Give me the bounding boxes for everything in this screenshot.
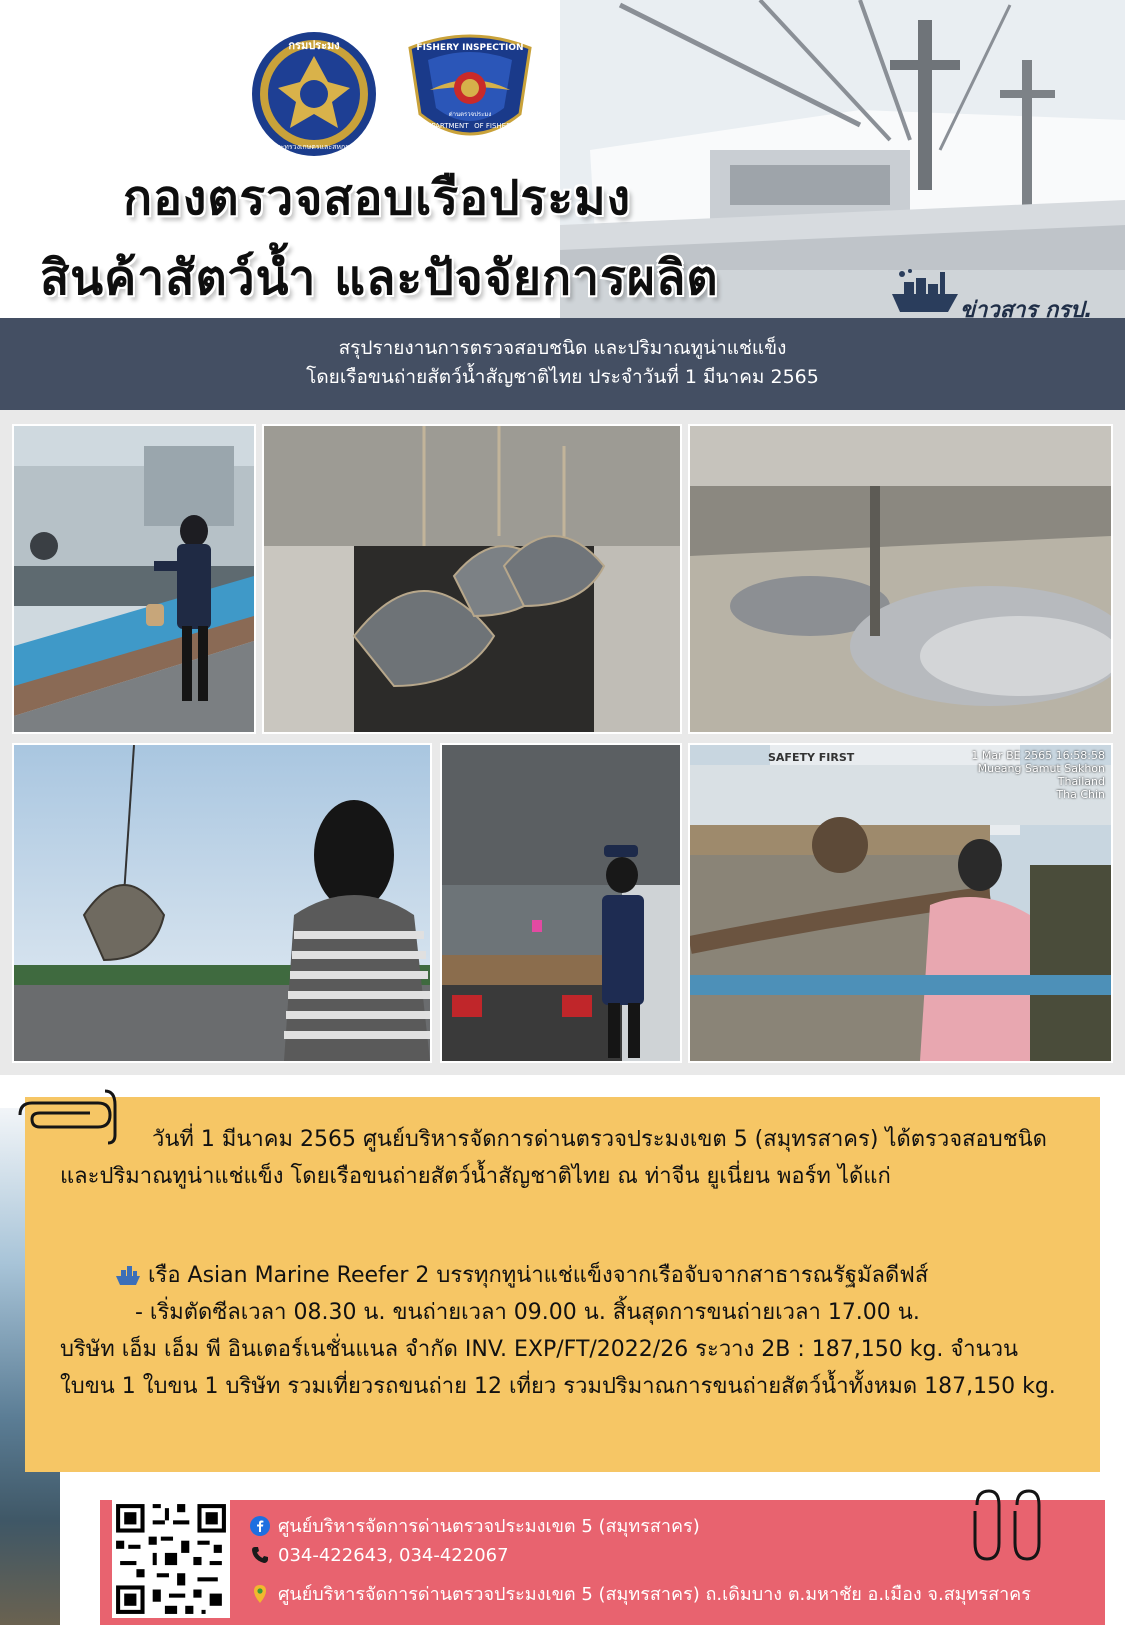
report-paragraph-1-text: วันที่ 1 มีนาคม 2565 ศูนย์บริหารจัดการด่านตรวจประมงเขต 5 (สมุทรสาคร) ได้ตรวจสอบชนิด และปริมาณทูน่าแช่แข็ง โดยเรือขนถ่ายสัตว์น้ำสัญชาติไทย ณ ท่าจีน ยูเนี่ยน พอร์ท ได้แก่ (60, 1127, 1047, 1189)
report-vessel-text: เรือ Asian Marine Reefer 2 บรรทุกทูน่าแช่แข็งจากเรือจับจากสาธารณรัฐมัลดีฟส์ (148, 1263, 929, 1288)
banner-line-1: สรุปรายงานการตรวจสอบชนิด และปริมาณทูน่าแช่แข็ง (338, 337, 787, 359)
report-paragraph-1 (60, 1121, 1070, 1195)
page-title-line-1: กองตรวจสอบเรือประมง (123, 170, 632, 226)
facebook-page-name: ศูนย์บริหารจัดการด่านตรวจประมงเขต 5 (สมุทรสาคร) (278, 1516, 700, 1537)
photo-grid (0, 410, 1125, 1075)
page-header (0, 0, 1125, 318)
photo-date-stamp (971, 749, 1105, 801)
seal-logo-icon (250, 30, 378, 158)
photo-crane-lifting-net (12, 743, 432, 1063)
photo-sign-text: SAFETY FIRST (768, 751, 855, 764)
fishery-inspection-badge-icon (400, 30, 540, 154)
report-vessel-line (60, 1257, 1070, 1294)
photo-inspector-at-ship (12, 424, 256, 734)
page-title-line-2: สินค้าสัตว์น้ำ และปัจจัยการผลิต (40, 250, 719, 306)
photo-stamp-line-3: Thailand (1057, 775, 1105, 788)
report-timeline-line (60, 1294, 1070, 1331)
phone-numbers: 034-422643, 034-422067 (278, 1545, 509, 1566)
phone-icon (250, 1545, 270, 1565)
report-company-text: บริษัท เอ็ม เอ็ม พี อินเตอร์เนชั่นแนล จำกัด INV. EXP/FT/2022/26 ระวาง 2B : 187,150 kg. จำนวนใบขน 1 ใบขน 1 บริษัท รวมเที่ยวรถขนถ่าย 12 เที่ยว รวมปริมาณการขนถ่ายสัตว์น้ำทั้งหมด 187,150 kg. (60, 1337, 1056, 1399)
seal-left-bottom-text: กระทรวงเกษตรและสหกรณ์ (272, 143, 356, 151)
photo-stamp-line-1: 1 Mar BE 2565 16:58:58 (971, 749, 1105, 762)
photo-sealing-truck (440, 743, 682, 1063)
cargo-ship-icon (890, 268, 960, 314)
office-address: ศูนย์บริหารจัดการด่านตรวจประมงเขต 5 (สมุทรสาคร) ถ.เดิมบาง ต.มหาชัย อ.เมือง จ.สมุทรสาคร (278, 1584, 1031, 1605)
photo-frozen-tuna-hold (688, 424, 1113, 734)
badge-center-text: ด่านตรวจประมง (448, 111, 492, 118)
report-paragraph-2 (60, 1257, 1070, 1405)
news-label: ข่าวสาร กรป. (960, 298, 1093, 318)
seal-left-top-text: กรมประมง (288, 39, 340, 52)
photo-inspector-ship-chain (688, 743, 1113, 1063)
photo-tuna-nets-in-hold (262, 424, 682, 734)
summary-banner (0, 318, 1125, 410)
contact-facebook[interactable] (250, 1511, 700, 1540)
ship-bullet-icon (115, 1264, 141, 1286)
banner-line-2: โดยเรือขนถ่ายสัตว์น้ำสัญชาติไทย ประจำวันที่ 1 มีนาคม 2565 (306, 366, 819, 388)
badge-top-text: FISHERY INSPECTION (416, 43, 524, 53)
contact-address[interactable] (250, 1579, 1031, 1608)
photo-stamp-line-2: Mueang Samut Sakhon (977, 762, 1105, 775)
facebook-icon (250, 1516, 270, 1536)
report-timeline-text: - เริ่มตัดซีลเวลา 08.30 น. ขนถ่ายเวลา 09.00 น. สิ้นสุดการขนถ่ายเวลา 17.00 น. (135, 1300, 920, 1325)
badge-right-text: OF FISHERIES (474, 122, 522, 130)
badge-left-text: DEPARTMENT (421, 122, 469, 130)
photo-stamp-line-4: Tha Chin (1056, 788, 1105, 801)
paperclip-icon (965, 1485, 1055, 1565)
location-pin-icon (250, 1584, 270, 1604)
contact-phone[interactable] (250, 1545, 509, 1566)
qr-code-icon[interactable] (112, 1500, 230, 1618)
